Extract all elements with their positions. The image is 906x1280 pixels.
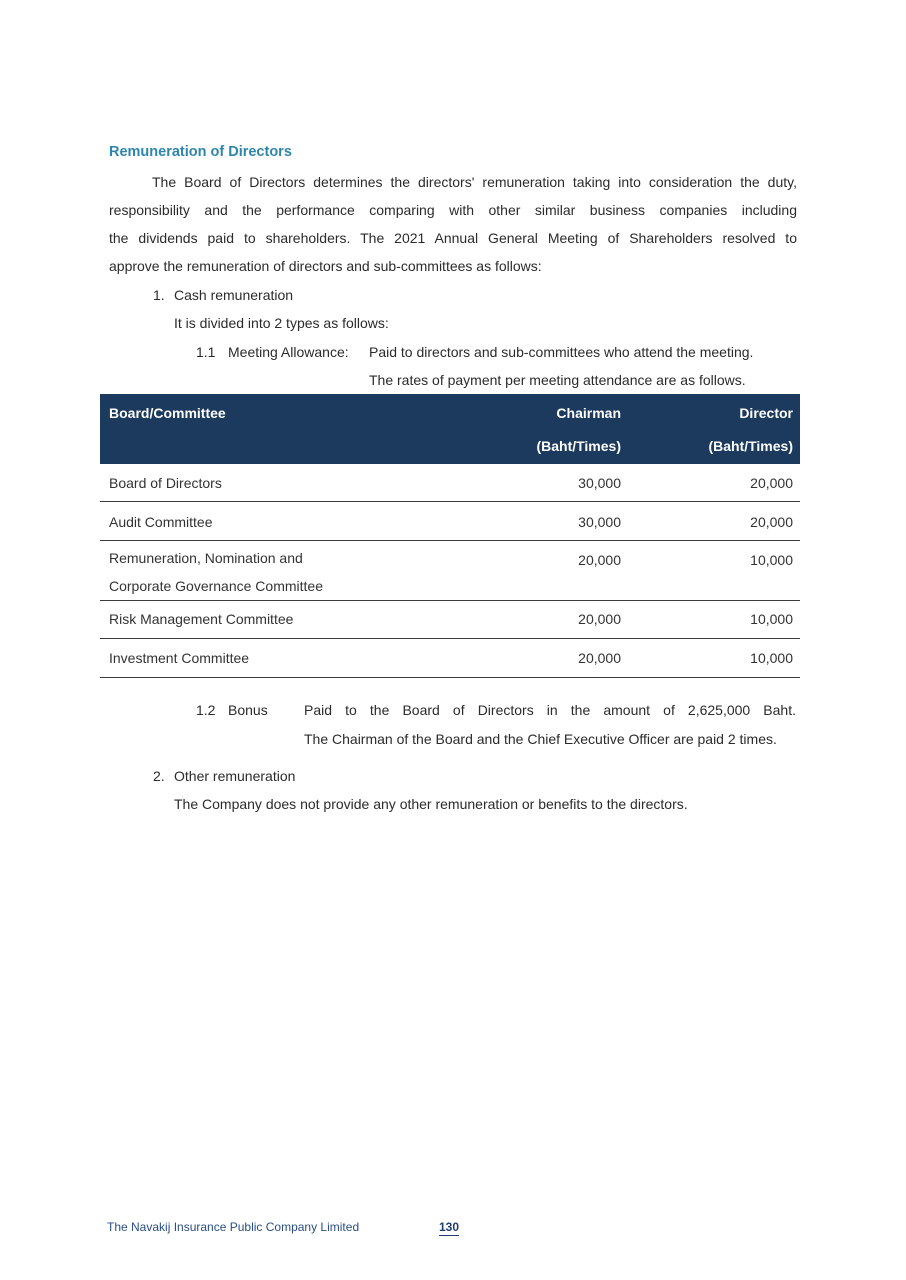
sub-1-1-label: Meeting Allowance:: [228, 344, 349, 360]
item-1-number: 1.: [153, 287, 165, 303]
row-director-rate: 10,000: [621, 601, 800, 639]
page-number: 130: [439, 1220, 460, 1234]
row-chairman-rate: 20,000: [461, 601, 621, 639]
table-row: [100, 464, 800, 502]
intro-line: approve the remuneration of directors and sub-committees as follows:: [109, 258, 542, 274]
table-row: [100, 601, 800, 639]
row-name: Risk Management Committee: [100, 601, 461, 639]
table-header-row: [100, 394, 800, 464]
sub-1-2-number: 1.2: [196, 702, 216, 718]
table-row: [100, 502, 800, 541]
item-1-title: Cash remuneration: [174, 287, 294, 303]
sub-1-1-line1: Paid to directors and sub-committees who attend the meeting.: [369, 344, 754, 360]
table-row: [100, 639, 800, 678]
header-director: Director (Baht/Times): [708, 405, 793, 454]
row-chairman-rate: 30,000: [461, 502, 621, 541]
sub-1-1-number: 1.1: [196, 344, 216, 360]
row-name: Investment Committee: [100, 639, 461, 678]
row-director-rate: 10,000: [621, 639, 800, 678]
row-director-rate: 10,000: [621, 541, 800, 601]
sub-1-1-line2: The rates of payment per meeting attendance are as follows.: [369, 372, 746, 388]
item-1-desc: It is divided into 2 types as follows:: [174, 315, 389, 331]
row-chairman-rate: 30,000: [461, 464, 621, 502]
row-director-rate: 20,000: [621, 464, 800, 502]
item-2-number: 2.: [153, 768, 165, 784]
section-heading: Remuneration of Directors: [109, 144, 292, 160]
intro-line: The Board of Directors determines the directors' remuneration taking into consideration the duty,: [152, 174, 797, 190]
intro-line: the dividends paid to shareholders. The 2021 Annual General Meeting of Shareholders resolved to: [109, 230, 797, 246]
header-board-committee: Board/Committee: [109, 405, 226, 421]
row-name: Audit Committee: [100, 502, 461, 541]
remuneration-table: [100, 394, 800, 678]
row-chairman-rate: 20,000: [461, 639, 621, 678]
footer-company-name: The Navakij Insurance Public Company Limited: [107, 1220, 360, 1234]
row-name: Board of Directors: [100, 464, 461, 502]
sub-1-2-line2: The Chairman of the Board and the Chief Executive Officer are paid 2 times.: [304, 731, 777, 747]
row-chairman-rate: 20,000: [461, 541, 621, 601]
intro-line: responsibility and the performance comparing with other similar business companies including: [109, 202, 797, 218]
item-2-title: Other remuneration: [174, 768, 296, 784]
row-name: Remuneration, Nomination and Corporate Governance Committee: [100, 541, 461, 601]
item-2-desc: The Company does not provide any other remuneration or benefits to the directors.: [174, 796, 688, 812]
sub-1-2-line1: Paid to the Board of Directors in the amount of 2,625,000 Baht.: [304, 702, 796, 718]
header-chairman: Chairman (Baht/Times): [536, 405, 621, 454]
row-director-rate: 20,000: [621, 502, 800, 541]
table-row: [100, 541, 800, 601]
sub-1-2-label: Bonus: [228, 702, 268, 718]
